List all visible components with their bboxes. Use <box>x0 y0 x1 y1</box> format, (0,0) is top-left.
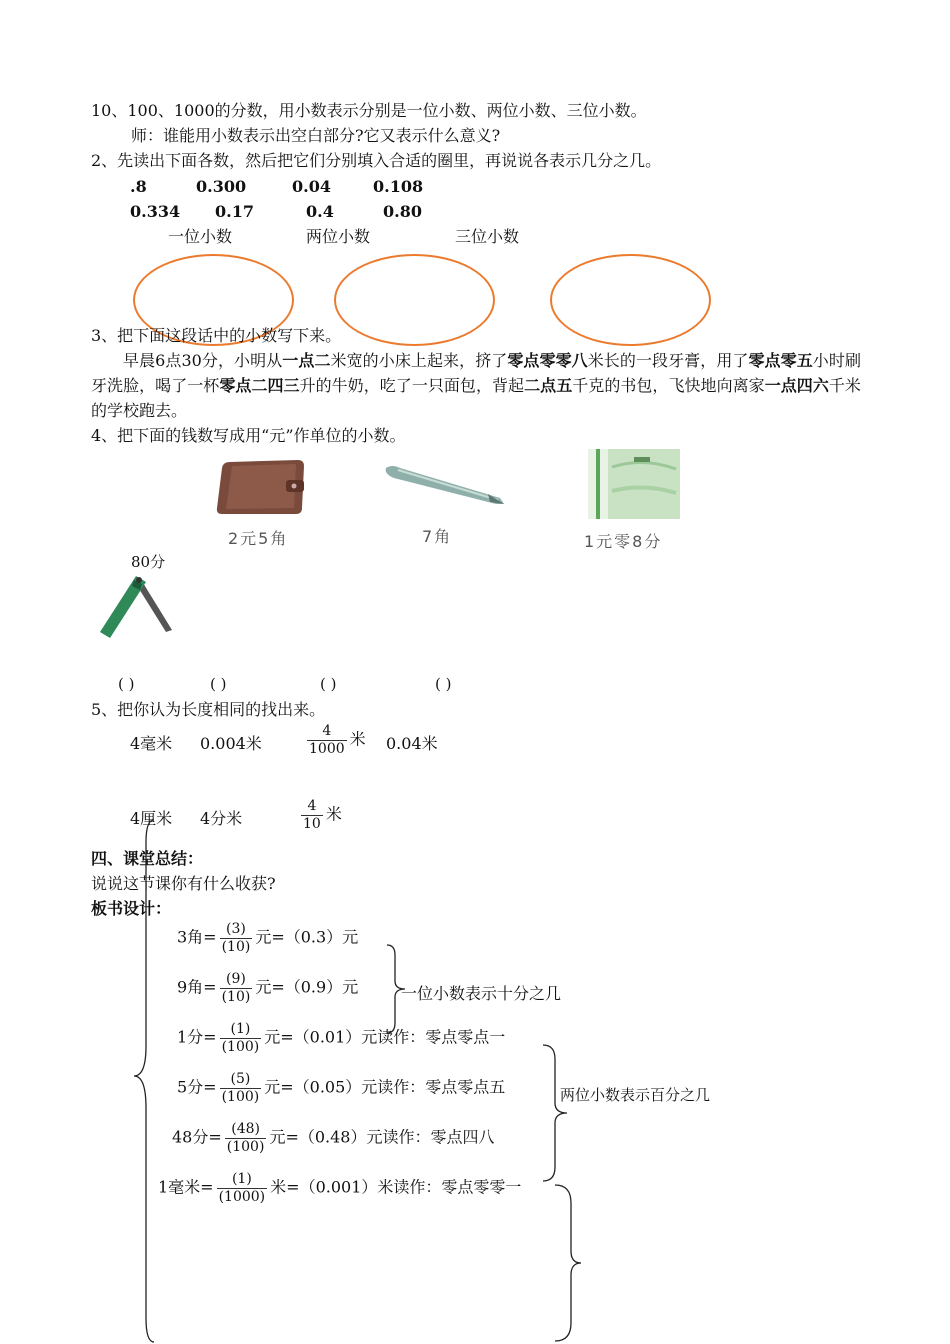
length-item: 0.004米 <box>200 734 262 753</box>
q3-highlight: 零点零零八 <box>507 351 588 370</box>
board-line-post: 元=（0.3）元 <box>255 927 359 947</box>
two-decimal-group-label: 两位小数表示百分之几 <box>560 1086 711 1104</box>
notebook-icon <box>584 447 682 521</box>
compass-caption: 80分 <box>131 553 166 571</box>
denominator: (1000) <box>218 1188 266 1205</box>
q3-text: 千克的书包，飞快地向离家 <box>572 376 765 395</box>
intro-line-2: 师：谁能用小数表示出空白部分?它又表示什么意义? <box>131 126 501 145</box>
q3-text: 米宽的小床上起来，挤了 <box>330 351 508 370</box>
numerator: 4 <box>322 723 332 739</box>
pen-icon <box>384 462 508 510</box>
q3-highlight: 零点二四三 <box>219 376 300 395</box>
one-decimal-brace <box>385 943 409 1035</box>
length-item: 4分米 <box>200 809 243 828</box>
fraction <box>220 1022 262 1054</box>
length-item: 4厘米 <box>130 809 173 828</box>
board-line-post: 元=（0.48）元读作：零点四八 <box>269 1127 495 1147</box>
q3-highlight: 零点零五 <box>748 351 813 370</box>
q2-number: .8 <box>130 177 147 196</box>
summary-heading: 四、课堂总结： <box>91 849 204 868</box>
numerator: (1) <box>231 1171 252 1187</box>
board-line-pre: 5分= <box>177 1077 217 1097</box>
board-outer-brace <box>130 818 156 1344</box>
numerator: (1) <box>230 1021 251 1037</box>
pen-caption: 7角 <box>422 527 453 546</box>
three-decimal-brace <box>553 1183 583 1343</box>
fraction <box>217 1172 268 1204</box>
unit: 米 <box>325 804 342 824</box>
numerator: (48) <box>231 1121 260 1137</box>
intro-line-1: 10、100、1000的分数，用小数表示分别是一位小数、两位小数、三位小数。 <box>91 101 647 120</box>
answer-blank[interactable]: ( ) <box>118 675 135 693</box>
q3-title: 3、把下面这段话中的小数写下来。 <box>91 326 342 345</box>
fraction <box>220 922 253 954</box>
q2-number: 0.17 <box>215 202 254 221</box>
denominator: (100) <box>221 1038 260 1055</box>
q2-number: 0.334 <box>130 202 181 221</box>
board-heading: 板书设计： <box>91 899 172 918</box>
board-line-pre: 48分= <box>172 1127 222 1147</box>
wallet-caption: 2元5角 <box>228 529 289 548</box>
board-line <box>177 1072 505 1104</box>
circle-label-three-decimal: 三位小数 <box>455 227 520 246</box>
numerator: (3) <box>226 921 246 937</box>
numerator: (9) <box>226 971 246 987</box>
board-line-post: 元=（0.05）元读作：零点零点五 <box>264 1077 506 1097</box>
answer-blank[interactable]: ( ) <box>435 675 452 693</box>
denominator: (10) <box>221 938 251 955</box>
board-line-pre: 1分= <box>177 1027 217 1047</box>
board-line-pre: 9角= <box>177 977 217 997</box>
two-decimal-circle <box>334 254 495 346</box>
compass-icon <box>96 572 176 642</box>
board-line-pre: 1毫米= <box>158 1177 214 1197</box>
fraction <box>225 1122 267 1154</box>
q3-highlight: 二点五 <box>524 376 573 395</box>
notebook-caption: 1元零8分 <box>584 532 663 551</box>
board-line-pre: 3角= <box>177 927 217 947</box>
q3-highlight: 一点四六 <box>764 376 829 395</box>
fraction <box>220 972 253 1004</box>
length-fraction-item <box>298 799 342 831</box>
q3-highlight: 一点二 <box>282 351 331 370</box>
board-line-post: 米=（0.001）米读作：零点零零一 <box>270 1177 522 1197</box>
answer-blank[interactable]: ( ) <box>210 675 227 693</box>
board-line-post: 元=（0.01）元读作：零点零点一 <box>264 1027 506 1047</box>
q3-text: 早晨6点30分，小明从 <box>123 351 283 370</box>
one-decimal-group-label: 一位小数表示十分之几 <box>401 984 562 1003</box>
wallet-icon <box>212 456 308 518</box>
denominator: (100) <box>226 1138 265 1155</box>
board-line <box>177 922 358 954</box>
fraction <box>301 799 323 831</box>
board-line <box>172 1122 494 1154</box>
numerator: 4 <box>307 798 317 814</box>
board-line-post: 元=（0.9）元 <box>255 977 359 997</box>
q2-number: 0.80 <box>383 202 422 221</box>
q5-title: 5、把你认为长度相同的找出来。 <box>91 700 326 719</box>
q3-paragraph <box>91 348 861 423</box>
q3-text: 升的牛奶，吃了一只面包，背起 <box>299 376 525 395</box>
q2-number: 0.108 <box>373 177 424 196</box>
denominator: (100) <box>221 1088 260 1105</box>
length-item: 4毫米 <box>130 734 173 753</box>
board-line <box>158 1172 521 1204</box>
unit: 米 <box>349 729 366 749</box>
q4-title: 4、把下面的钱数写成用“元”作单位的小数。 <box>91 426 406 445</box>
denominator: 1000 <box>309 740 345 757</box>
q3-text: 米长的一段牙膏，用了 <box>587 351 749 370</box>
q2-number: 0.04 <box>292 177 331 196</box>
answer-blank[interactable]: ( ) <box>320 675 337 693</box>
fraction <box>307 724 347 756</box>
length-fraction-item <box>304 724 366 756</box>
summary-question: 说说这节课你有什么收获? <box>91 874 276 893</box>
q2-number: 0.4 <box>306 202 334 221</box>
q2-number: 0.300 <box>196 177 247 196</box>
two-decimal-brace <box>541 1043 571 1183</box>
numerator: (5) <box>230 1071 251 1087</box>
denominator: (10) <box>221 988 251 1005</box>
length-item: 0.04米 <box>386 734 438 753</box>
denominator: 10 <box>303 815 321 832</box>
q3-text: 千米的学校跑去。 <box>91 376 861 420</box>
board-line <box>177 972 358 1004</box>
board-line <box>177 1022 505 1054</box>
q2-title: 2、先读出下面各数，然后把它们分别填入合适的圈里，再说说各表示几分之几。 <box>91 151 662 170</box>
three-decimal-circle <box>550 254 711 346</box>
circle-label-one-decimal: 一位小数 <box>168 227 233 246</box>
q3-text: 小时刷牙洗脸，喝了一杯 <box>91 351 861 395</box>
fraction <box>220 1072 262 1104</box>
circle-label-two-decimal: 两位小数 <box>306 227 371 246</box>
